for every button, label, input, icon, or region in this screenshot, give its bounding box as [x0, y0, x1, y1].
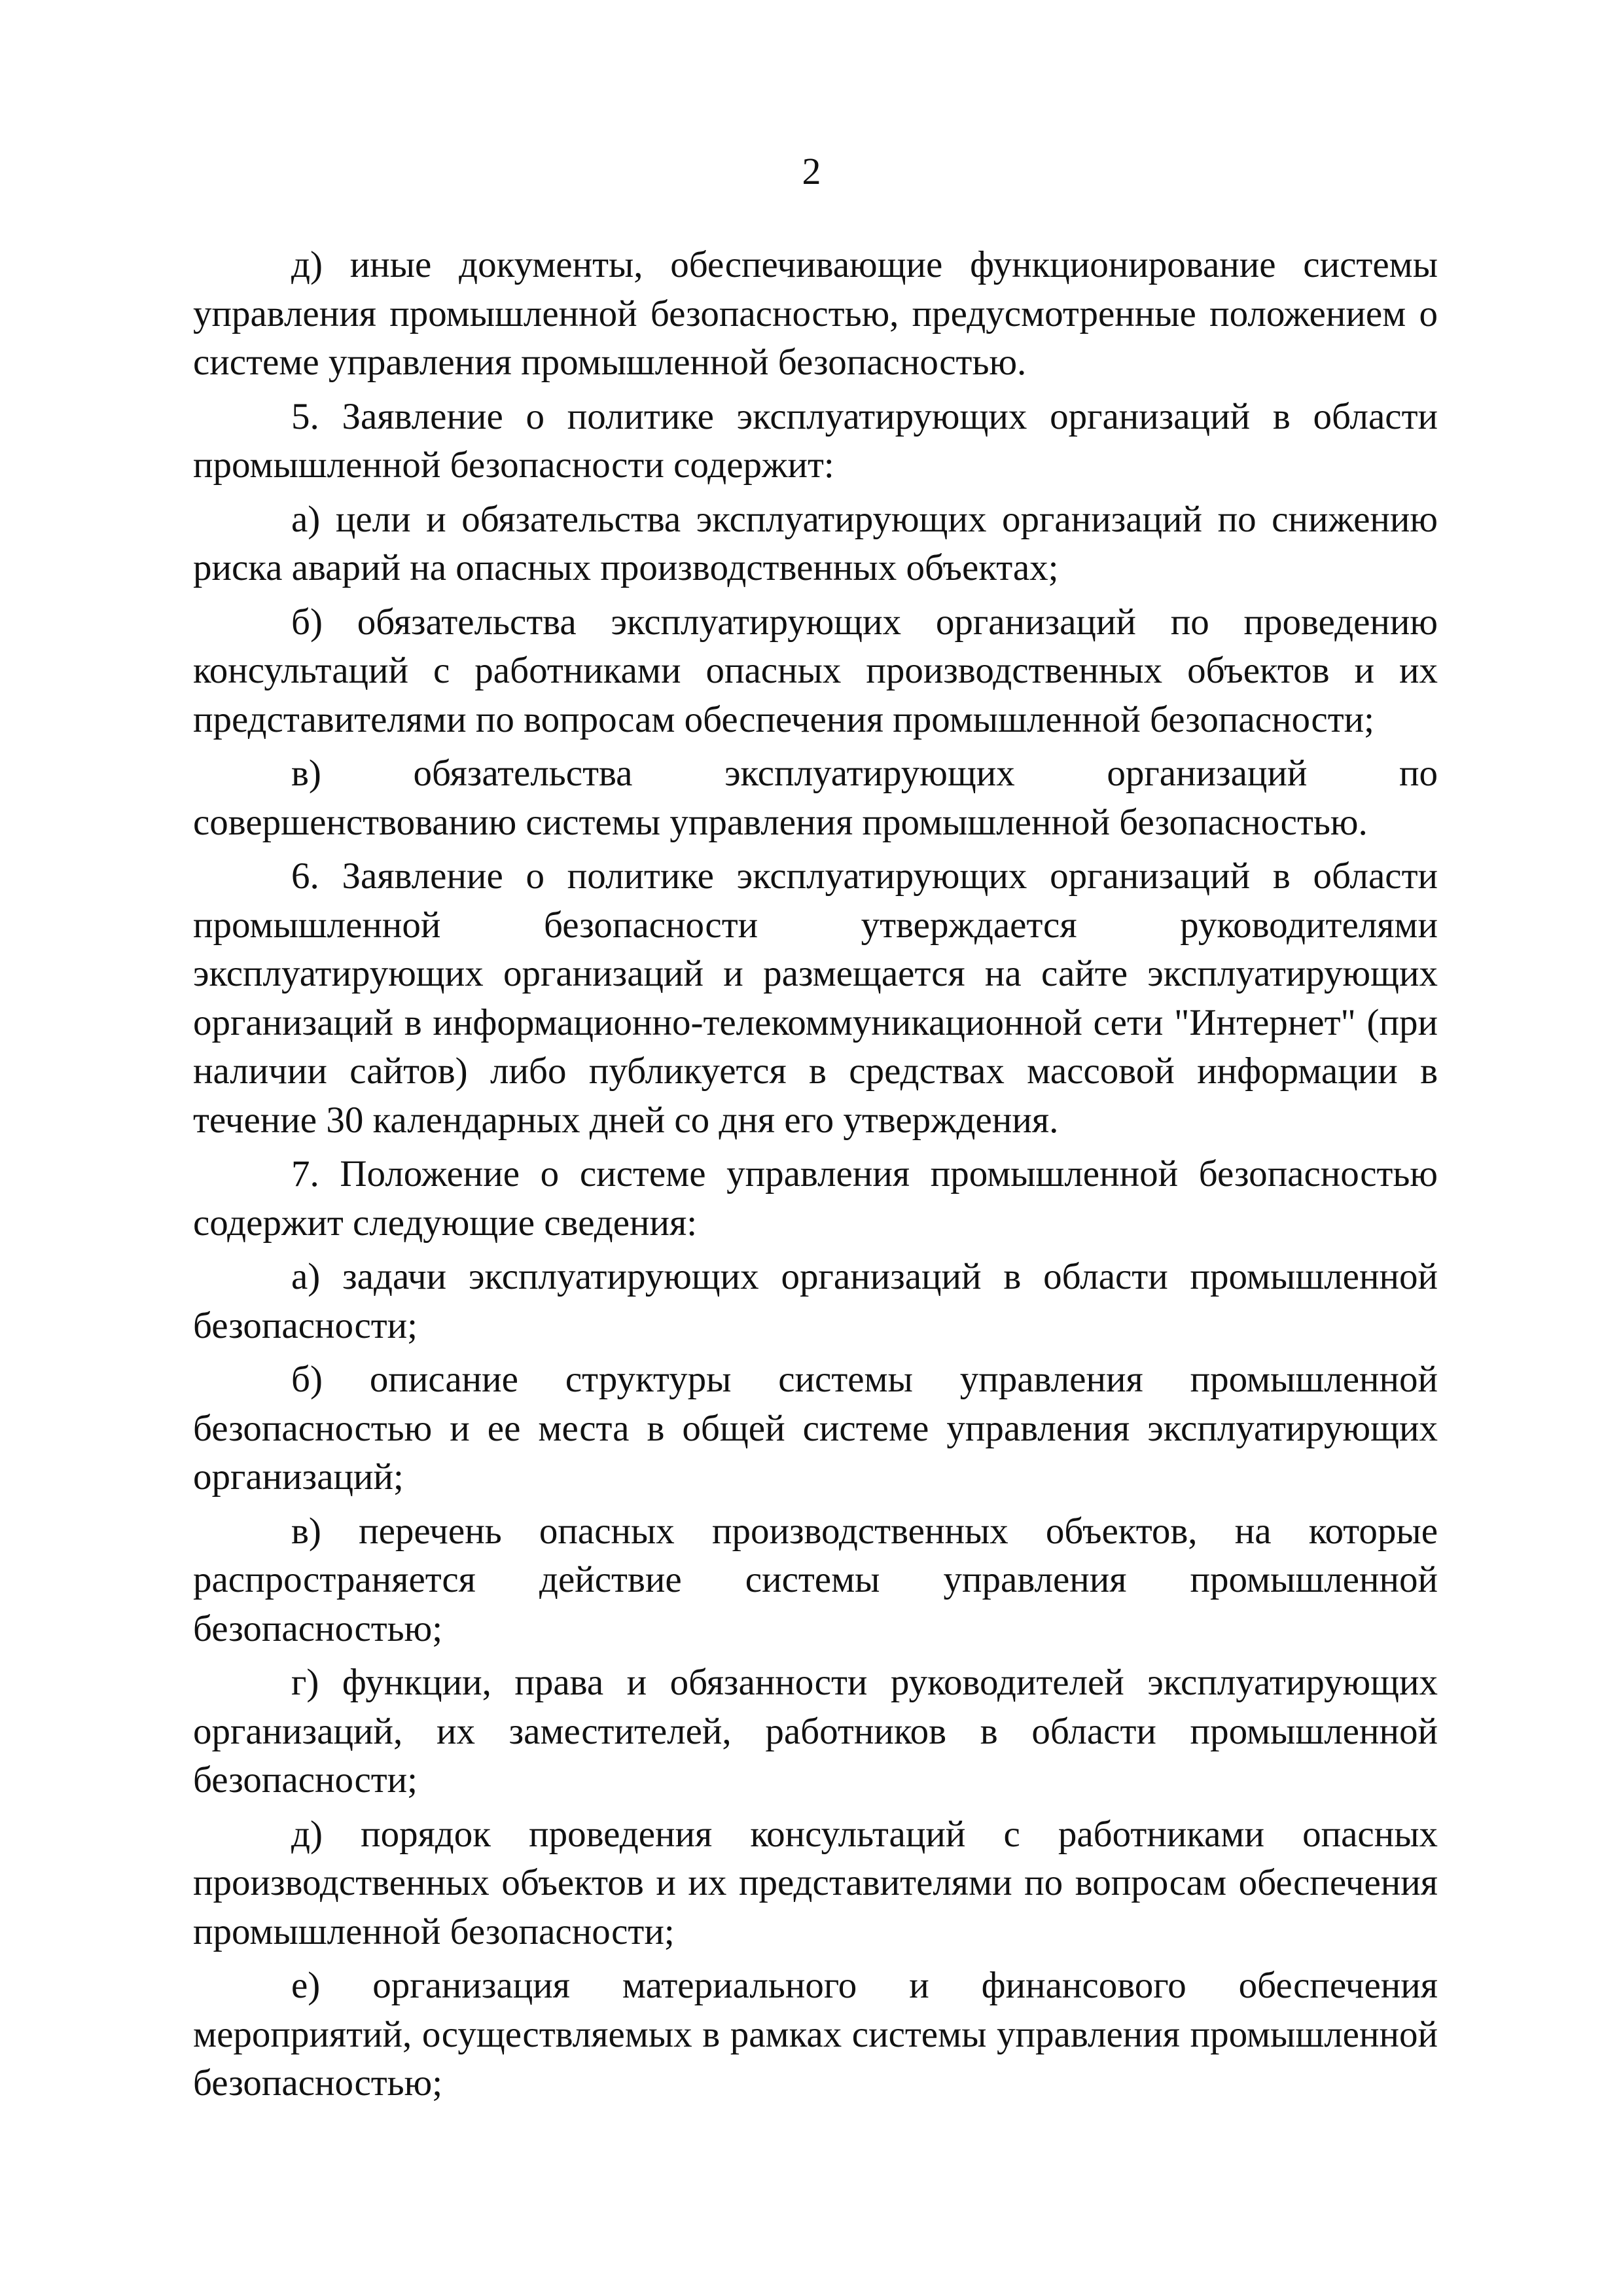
paragraph-7v-objects-list: в) перечень опасных производственных объектов, на которые распространяется действие системы управления промышленной безопасностью; [193, 1510, 1438, 1649]
paragraph-7d-consultation-procedure: д) порядок проведения консультаций с работниками опасных производственных объектов и их представителями по вопросам обеспечения промышленной безопасности; [193, 1813, 1438, 1952]
paragraph-5a-goals: а) цели и обязательства эксплуатирующих организаций по снижению риска аварий на опасных производственных объектах; [193, 498, 1438, 588]
page-number: 2 [802, 150, 821, 192]
paragraph-5-policy-statement: 5. Заявление о политике эксплуатирующих организаций в области промышленной безопасности содержит: [193, 395, 1438, 486]
paragraph-7-regulation: 7. Положение о системе управления промышленной безопасностью содержит следующие сведения: [193, 1153, 1438, 1244]
paragraph-7a-tasks: а) задачи эксплуатирующих организаций в области промышленной безопасности; [193, 1256, 1438, 1346]
paragraph-d-other-documents: д) иные документы, обеспечивающие функционирование системы управления промышленной безопасностью, предусмотренные положением о системе управления промышленной безопасностью. [193, 244, 1438, 383]
paragraph-7g-functions: г) функции, права и обязанности руководителей эксплуатирующих организаций, их заместителей, работников в области промышленной безопасности; [193, 1662, 1438, 1801]
paragraph-5v-improvement: в) обязательства эксплуатирующих организаций по совершенствованию системы управления промышленной безопасностью. [193, 753, 1438, 843]
paragraph-7e-financing: е) организация материального и финансового обеспечения мероприятий, осуществляемых в рамках системы управления промышленной безопасностью; [193, 1965, 1438, 2104]
paragraph-6-approval: 6. Заявление о политике эксплуатирующих организаций в области промышленной безопасности утверждается руководителями эксплуатирующих организаций и размещается на сайте эксплуатирующих организаций в информационно-телекоммуникационной сети "Интернет" (при наличии сайтов) либо публикуется в средствах массовой информации в течение 30 календарных дней со дня его утверждения. [193, 855, 1438, 1141]
paragraph-7b-structure: б) описание структуры системы управления промышленной безопасностью и ее места в общей системе управления эксплуатирующих организаций; [193, 1359, 1438, 1498]
paragraph-5b-consultations: б) обязательства эксплуатирующих организаций по проведению консультаций с работниками опасных производственных объектов и их представителями по вопросам обеспечения промышленной безопасности; [193, 601, 1438, 740]
document-body [193, 241, 1438, 2113]
